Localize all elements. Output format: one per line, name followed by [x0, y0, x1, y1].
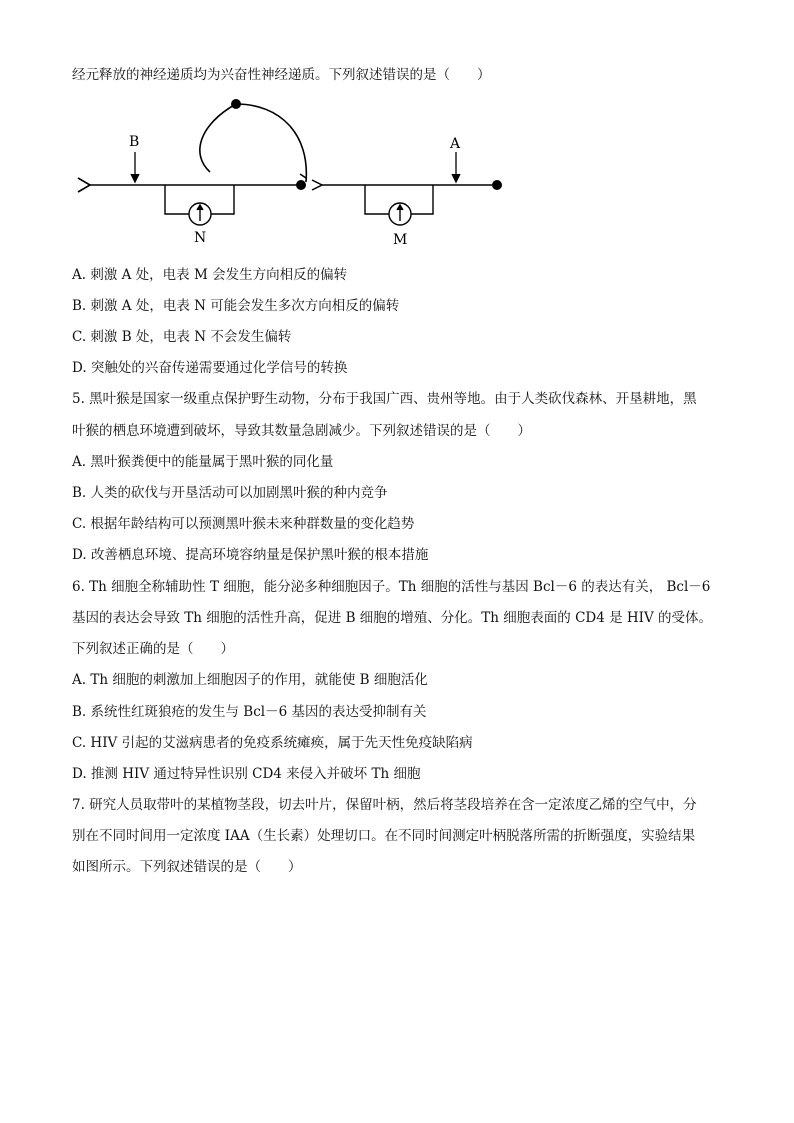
question-intro: 经元释放的神经递质均为兴奋性神经递质。下列叙述错误的是（ ）: [72, 67, 491, 83]
q7-stem-line-2: 别在不同时间用一定浓度 IAA（生长素）处理切口。在不同时间测定叶柄脱落所需的折断强度，实验结果: [72, 828, 696, 844]
q6-stem-line-2: 基因的表达会导致 Th 细胞的活性升高，促进 B 细胞的增殖、分化。Th 细胞表面的 CD4 是 HIV 的受体。: [72, 610, 713, 626]
q5-option-b: B. 人类的砍伐与开垦活动可以加剧黑叶猴的种内竞争: [72, 485, 388, 501]
stimulus-arrow-a: [452, 152, 460, 182]
q7-stem-line-1: 7. 研究人员取带叶的某植物茎段，切去叶片，保留叶柄，然后将茎段培养在含一定浓度乙烯的空气中，分: [72, 797, 697, 813]
q7-stem-line-3: 如图所示。下列叙述错误的是（ ）: [72, 859, 302, 875]
meter-m: [365, 185, 433, 225]
left-neuron: [78, 104, 306, 192]
q5-option-c: C. 根据年龄结构可以预测黑叶猴未来种群数量的变化趋势: [72, 516, 415, 532]
meter-n: [165, 185, 234, 225]
q5-stem-line-1: 5. 黑叶猴是国家一级重点保护野生动物，分布于我国广西、贵州等地。由于人类砍伐森林、开垦耕地，黑: [72, 391, 697, 407]
q5-option-d: D. 改善栖息环境、提高环境容纳量是保护黑叶猴的根本措施: [72, 547, 429, 563]
q6-stem-line-3: 下列叙述正确的是（ ）: [72, 641, 234, 657]
q4-option-a: A. 刺激 A 处，电表 M 会发生方向相反的偏转: [72, 267, 348, 283]
q6-option-b: B. 系统性红斑狼疮的发生与 Bcl－6 基因的表达受抑制有关: [72, 704, 427, 720]
label-m: M: [393, 232, 408, 248]
q6-option-c: C. HIV 引起的艾滋病患者的免疫系统瘫痪，属于先天性免疫缺陷病: [72, 735, 473, 751]
label-n: N: [194, 230, 207, 246]
stimulus-arrow-b: [131, 152, 139, 182]
right-terminal: [492, 180, 502, 190]
neuron-diagram: [60, 94, 520, 254]
label-b: B: [129, 134, 140, 150]
top-neuron-body: [231, 99, 241, 109]
q5-option-a: A. 黑叶猴粪便中的能量属于黑叶猴的同化量: [72, 454, 334, 470]
q6-stem-line-1: 6. Th 细胞全称辅助性 T 细胞，能分泌多种细胞因子。Th 细胞的活性与基因 Bcl－6 的表达有关， Bcl－6: [72, 579, 711, 595]
q4-option-b: B. 刺激 A 处，电表 N 可能会发生多次方向相反的偏转: [72, 298, 400, 314]
left-terminal: [296, 180, 306, 190]
q6-option-a: A. Th 细胞的刺激加上细胞因子的作用，就能使 B 细胞活化: [72, 672, 428, 688]
q6-option-d: D. 推测 HIV 通过特异性识别 CD4 来侵入并破坏 Th 细胞: [72, 766, 421, 782]
label-a: A: [450, 136, 461, 152]
q4-option-c: C. 刺激 B 处，电表 N 不会发生偏转: [72, 329, 292, 345]
q5-stem-line-2: 叶猴的栖息环境遭到破坏，导致其数量急剧减少。下列叙述错误的是（ ）: [72, 423, 531, 439]
q4-option-d: D. 突触处的兴奋传递需要通过化学信号的转换: [72, 360, 348, 376]
